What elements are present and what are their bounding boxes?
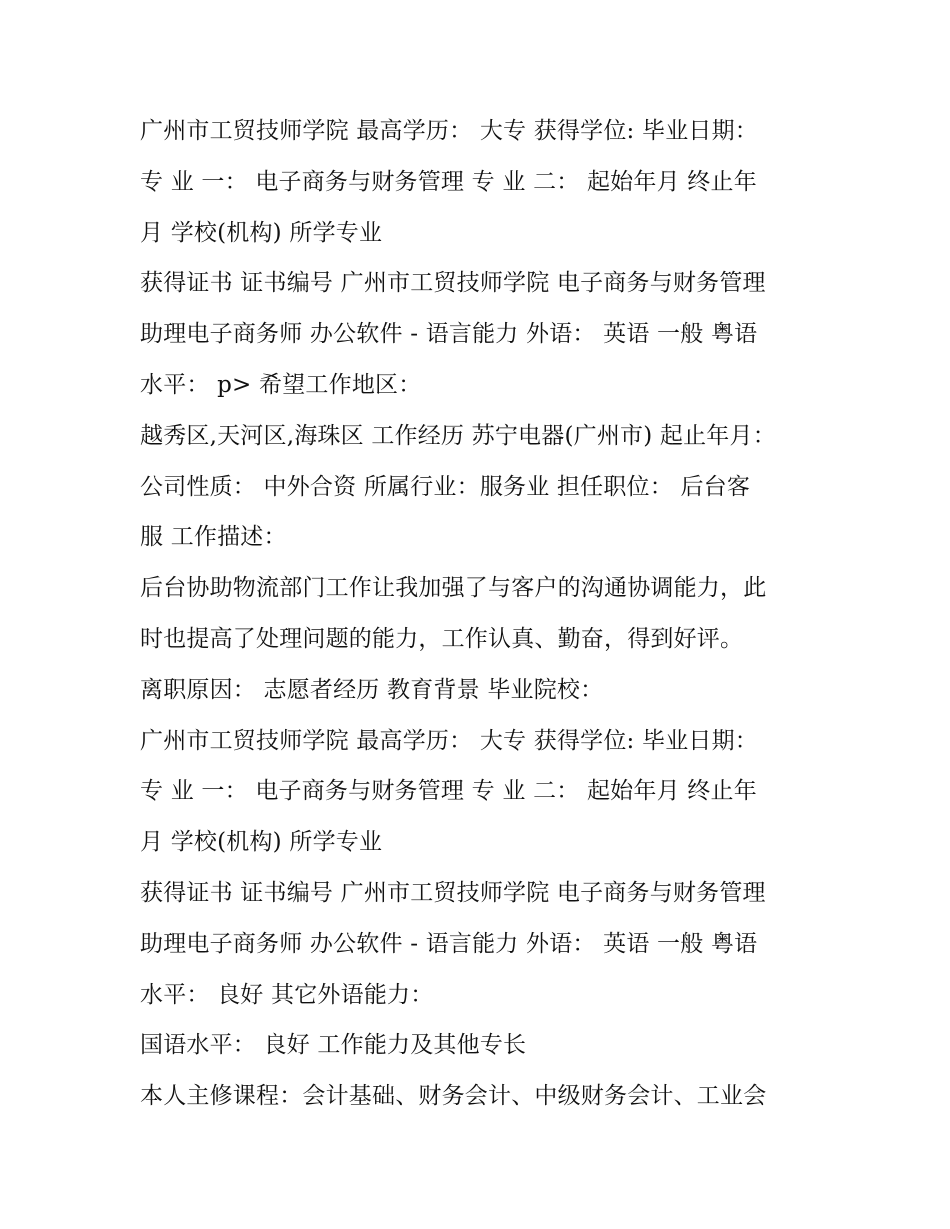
text-line: 专 业 一： 电子商务与财务管理 专 业 二： 起始年月 终止年 bbox=[140, 168, 757, 195]
text-line: 时也提高了处理问题的能力，工作认真、勤奋，得到好评。 bbox=[140, 625, 744, 652]
text-line: 后台协助物流部门工作让我加强了与客户的沟通协调能力，此 bbox=[140, 575, 767, 602]
text-line: 专 业 一： 电子商务与财务管理 专 业 二： 起始年月 终止年 bbox=[140, 778, 757, 805]
text-line: 获得证书 证书编号 广州市工贸技师学院 电子商务与财务管理 bbox=[140, 270, 766, 297]
text-line: 本人主修课程：会计基础、财务会计、中级财务会计、工业会 bbox=[140, 1083, 767, 1110]
text-line: 月 学校(机构) 所学专业 bbox=[140, 219, 383, 246]
text-line: 国语水平： 良好 工作能力及其他专长 bbox=[140, 1032, 527, 1059]
text-line: 水平： 良好 其它外语能力： bbox=[140, 981, 434, 1008]
text-line: 获得证书 证书编号 广州市工贸技师学院 电子商务与财务管理 bbox=[140, 879, 766, 906]
document-body bbox=[140, 106, 830, 1122]
text-line: 助理电子商务师 办公软件 - 语言能力 外语： 英语 一般 粤语 bbox=[140, 321, 758, 348]
text-line: 月 学校(机构) 所学专业 bbox=[140, 829, 383, 856]
text-line: 水平： p> 希望工作地区： bbox=[140, 371, 422, 398]
text-line: 越秀区,天河区,海珠区 工作经历 苏宁电器(广州市) 起止年月： bbox=[140, 422, 776, 449]
text-line: 广州市工贸技师学院 最高学历： 大专 获得学位: 毕业日期： bbox=[140, 727, 758, 754]
text-line: 广州市工贸技师学院 最高学历： 大专 获得学位: 毕业日期： bbox=[140, 118, 758, 144]
text-line: 服 工作描述： bbox=[140, 524, 287, 551]
text-line: 助理电子商务师 办公软件 - 语言能力 外语： 英语 一般 粤语 bbox=[140, 930, 758, 957]
text-line: 离职原因： 志愿者经历 教育背景 毕业院校： bbox=[140, 676, 604, 703]
text-line: 公司性质： 中外合资 所属行业：服务业 担任职位： 后台客 bbox=[140, 473, 751, 500]
